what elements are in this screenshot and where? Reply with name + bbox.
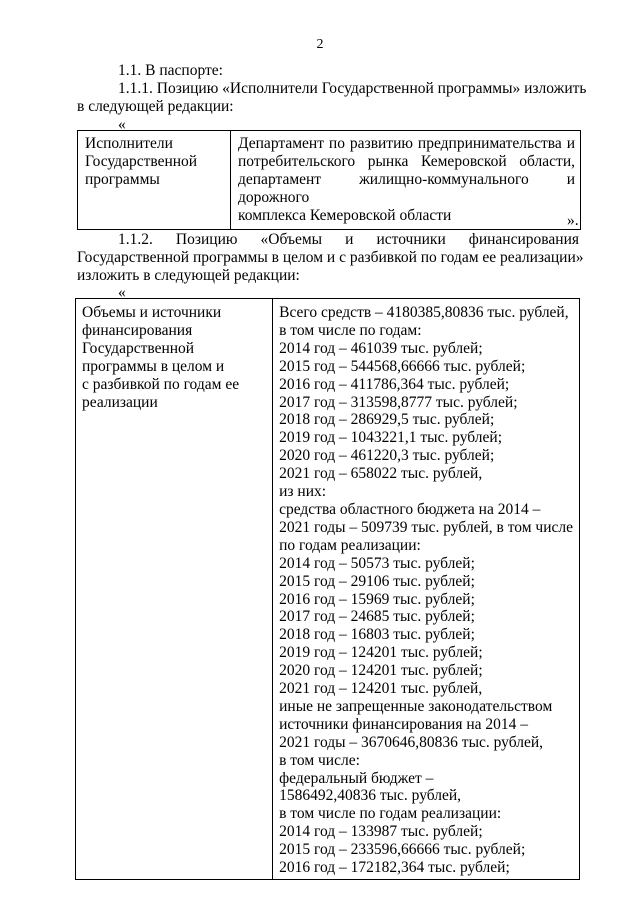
funding-value-line: средства областного бюджета на 2014 –	[279, 500, 541, 518]
funding-value-line: федеральный бюджет –	[279, 769, 434, 787]
executors-value-line: комплекса Кемеровской области	[238, 207, 452, 224]
funding-value-line: 2021 год – 124201 тыс. рублей,	[279, 680, 483, 698]
section-1-1-2-line3: изложить в следующей редакции:	[77, 267, 300, 284]
funding-value-line: 2014 год – 50573 тыс. рублей;	[279, 554, 475, 572]
funding-value-line: источники финансирования на 2014 –	[279, 715, 529, 733]
executors-label-line: Исполнители	[85, 135, 173, 152]
funding-value-line: иные не запрещенные законодательством	[279, 697, 553, 715]
funding-value-line: в том числе:	[279, 751, 360, 769]
funding-label-line: реализации	[82, 393, 158, 411]
funding-value-line: по годам реализации:	[279, 536, 421, 554]
funding-value-line: 1586492,40836 тыс. рублей,	[279, 787, 462, 805]
funding-value-line: 2020 год – 124201 тыс. рублей;	[279, 662, 483, 680]
funding-label-line: финансирования	[82, 321, 193, 339]
funding-label-line: Государственной	[82, 339, 195, 357]
funding-value-line: 2016 год – 15969 тыс. рублей;	[279, 590, 475, 608]
section-1-1-heading: 1.1. В паспорте:	[118, 62, 223, 79]
funding-value-line: 2016 год – 172182,364 тыс. рублей;	[279, 859, 510, 877]
executors-value-line: департамент жилищно-коммунального и дорожного	[238, 171, 575, 206]
section-1-1-1-line1: 1.1.1. Позицию «Исполнители Государственной программы» изложить	[118, 80, 587, 97]
executors-value-line: Департамент по развитию предпринимательства и	[238, 135, 575, 152]
funding-value-line: 2015 год – 233596,66666 тыс. рублей;	[279, 841, 526, 859]
funding-value-cell	[273, 299, 580, 880]
funding-label	[82, 304, 266, 411]
funding-value-line: 2020 год – 461220,3 тыс. рублей;	[279, 447, 495, 465]
funding-value	[279, 304, 573, 877]
funding-value-line: 2021 годы – 509739 тыс. рублей, в том числе	[279, 518, 573, 536]
funding-value-line: 2017 год – 313598,8777 тыс. рублей;	[279, 393, 518, 411]
funding-value-line: 2015 год – 544568,66666 тыс. рублей;	[279, 357, 526, 375]
funding-label-line: Объемы и источники	[82, 304, 222, 321]
executors-label-cell	[78, 131, 231, 230]
funding-value-line: из них:	[279, 483, 327, 501]
section-1-1-2-line1: 1.1.2. Позицию «Объемы и источники финансирования	[118, 231, 579, 248]
funding-label-cell	[76, 299, 273, 880]
section-1-1-1-line2: в следующей редакции:	[77, 98, 234, 115]
funding-value-line: в том числе по годам:	[279, 321, 422, 339]
funding-table	[75, 298, 580, 880]
executors-row	[78, 131, 581, 230]
funding-value-line: 2021 годы – 3670646,80836 тыс. рублей,	[279, 733, 544, 751]
funding-value-line: 2018 год – 286929,5 тыс. рублей;	[279, 411, 495, 429]
funding-value-line: 2016 год – 411786,364 тыс. рублей;	[279, 375, 510, 393]
executors-value	[238, 135, 575, 225]
funding-value-line: 2021 год – 658022 тыс. рублей,	[279, 465, 483, 483]
executors-label	[85, 135, 225, 189]
funding-value-line: 2018 год – 16803 тыс. рублей;	[279, 626, 475, 644]
funding-value-line: 2015 год – 29106 тыс. рублей;	[279, 572, 475, 590]
section-1-1-2-line2: Государственной программы в целом и с разбивкой по годам ее реализации»	[77, 249, 584, 266]
funding-label-line: с разбивкой по годам ее	[82, 375, 240, 393]
funding-value-line: 2014 год – 133987 тыс. рублей;	[279, 823, 483, 841]
funding-value-line: 2017 год – 24685 тыс. рублей;	[279, 608, 475, 626]
funding-value-line: 2014 год – 461039 тыс. рублей;	[279, 339, 483, 357]
funding-value-line: 2019 год – 124201 тыс. рублей;	[279, 644, 483, 662]
open-quote-funding: «	[118, 284, 126, 301]
open-quote-executors: «	[118, 116, 126, 133]
funding-value-line: 2019 год – 1043221,1 тыс. рублей;	[279, 429, 503, 447]
executors-value-line: потребительского рынка Кемеровской области,	[238, 153, 575, 170]
funding-label-line: программы в целом и	[82, 357, 225, 375]
funding-value-line: Всего средств – 4180385,80836 тыс. рублей,	[279, 304, 569, 321]
executors-table	[77, 130, 581, 230]
executors-label-line: Государственной	[85, 152, 198, 170]
page-number: 2	[316, 37, 324, 52]
funding-row	[76, 299, 580, 880]
funding-value-line: в том числе по годам реализации:	[279, 805, 502, 823]
close-quote-executors: ».	[567, 212, 579, 229]
executors-label-line: программы	[85, 170, 160, 188]
executors-value-cell	[231, 131, 581, 230]
